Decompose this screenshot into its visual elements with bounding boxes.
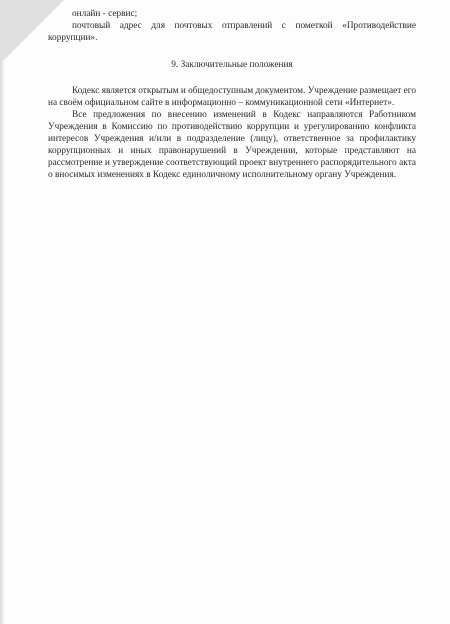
paragraph-code-public: Кодекс является открытым и общедоступным документом. Учреждение размещает его на своём официальном сайте в информационно – коммуникационной сети «Интернет». — [48, 86, 416, 108]
list-item-online-service: онлайн - сервис; — [72, 9, 138, 19]
page-edge-shadow — [0, 60, 5, 624]
list-item-postal-address: почтовый адрес для почтовых отправлений с пометкой «Противодействие коррупции». — [48, 21, 416, 43]
paragraph-amendments: Все предложения по внесению изменений в Кодекс направляются Работником Учреждения в Комиссию по противодействию коррупции и урегулированию конфликта интересов Учреждения и/или в подразделение (лицу), ответственное за профилактику коррупционных и иных правонарушений в Учреждении, которые представляют на рассмотрение и утверждение соответствующий проект внутреннего распорядительного акта о вносимых изменениях в Кодекс единоличному исполнительному органу Учреждения. — [48, 110, 416, 180]
document-body — [48, 8, 416, 181]
section-heading: 9. Заключительные положения — [171, 60, 293, 70]
